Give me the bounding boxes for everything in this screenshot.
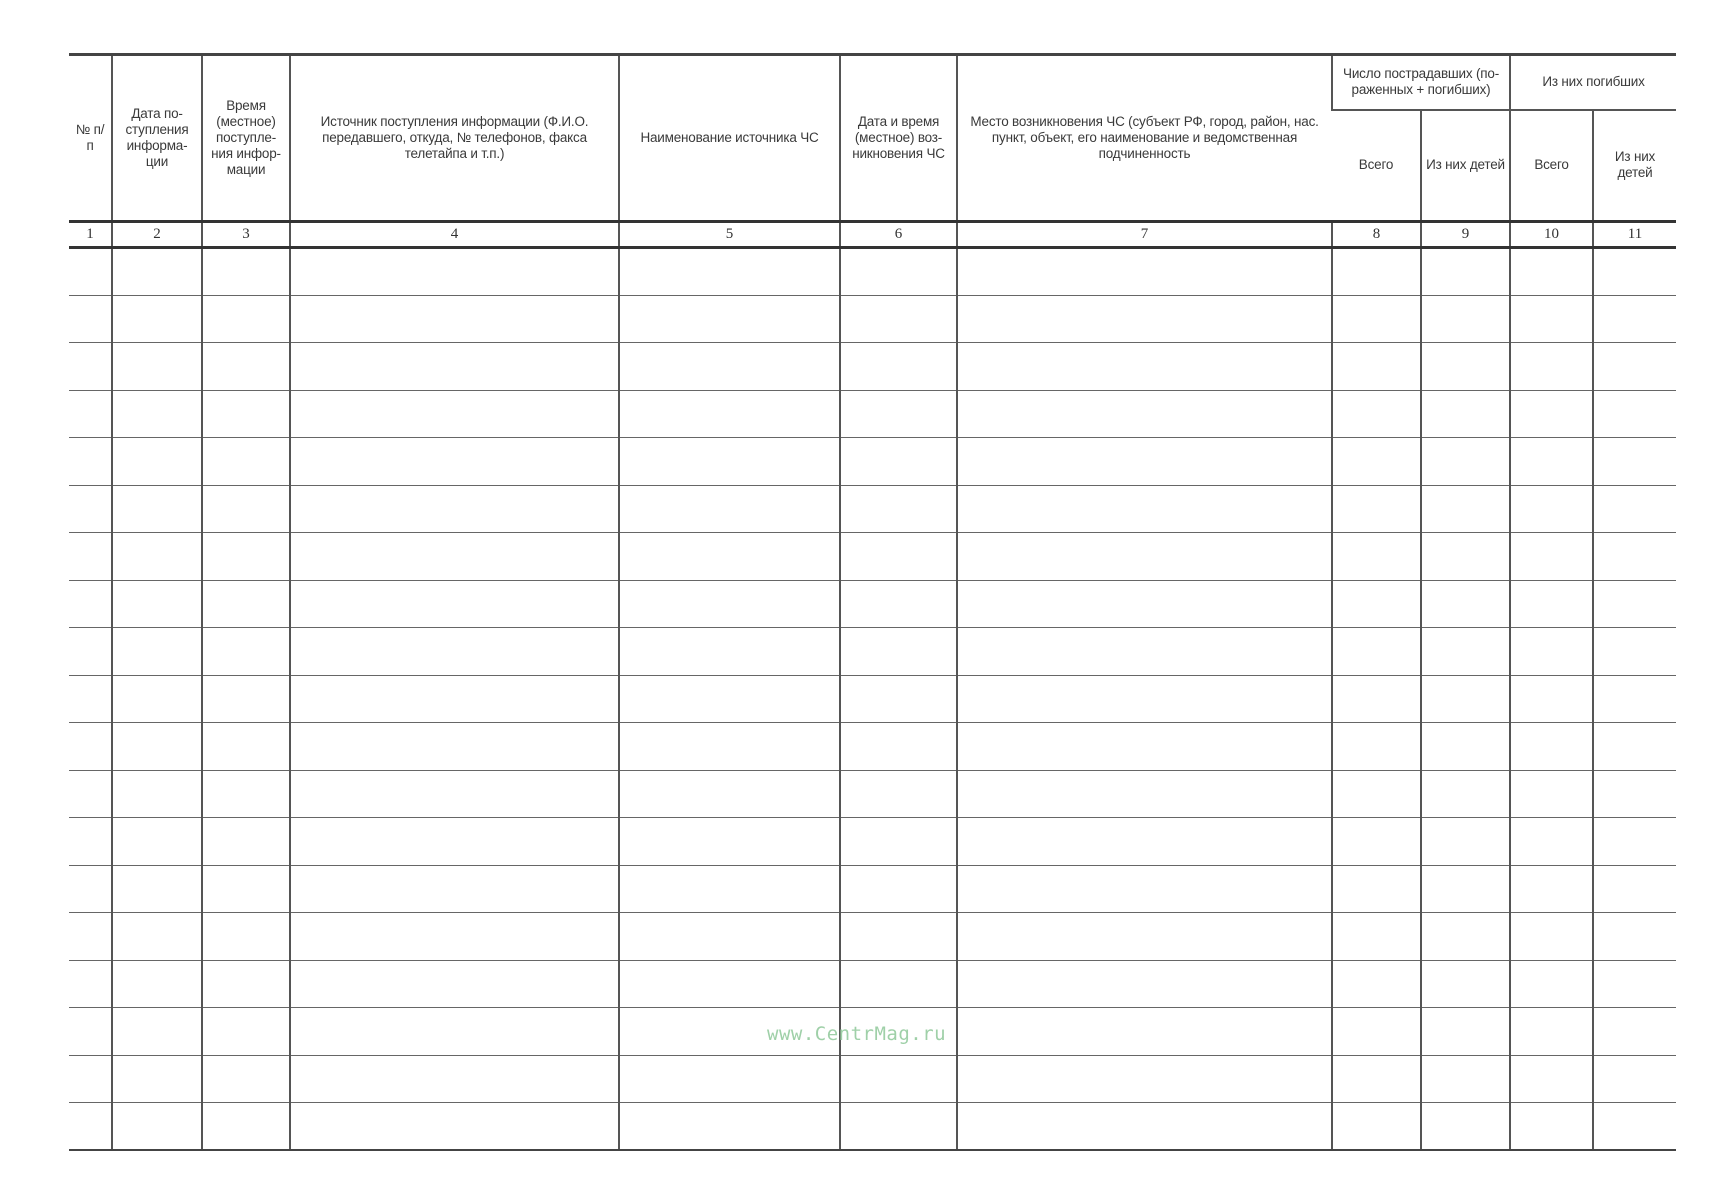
table-cell[interactable] <box>1421 533 1510 581</box>
table-cell[interactable] <box>957 248 1332 296</box>
table-cell[interactable] <box>112 960 202 1008</box>
table-cell[interactable] <box>1510 675 1593 723</box>
table-cell[interactable] <box>840 1055 957 1103</box>
header-receipt-time: Время (местное) поступле-ния инфор-мации <box>202 55 290 222</box>
header-group-dead: Из них погибших <box>1510 55 1676 110</box>
table-cell[interactable] <box>840 248 957 296</box>
table-cell[interactable] <box>1593 343 1676 391</box>
table-cell[interactable] <box>957 533 1332 581</box>
header-emergency-datetime: Дата и время (местное) воз-никновения ЧС <box>840 55 957 222</box>
table-cell[interactable] <box>619 248 840 296</box>
table-cell[interactable] <box>202 818 290 866</box>
table-cell[interactable] <box>290 960 619 1008</box>
table-cell[interactable] <box>1593 248 1676 296</box>
table-cell[interactable] <box>1332 865 1421 913</box>
table-cell[interactable] <box>957 913 1332 961</box>
header-row-number: № п/п <box>69 55 112 222</box>
table-cell[interactable] <box>1421 913 1510 961</box>
table-cell[interactable] <box>290 485 619 533</box>
table-cell[interactable] <box>1593 818 1676 866</box>
table-cell[interactable] <box>957 960 1332 1008</box>
table-cell[interactable] <box>957 390 1332 438</box>
column-number: 3 <box>202 222 290 248</box>
table-cell[interactable] <box>957 580 1332 628</box>
table-cell[interactable] <box>290 628 619 676</box>
header-emergency-source-name: Наименование источника ЧС <box>619 55 840 222</box>
table-cell[interactable] <box>1510 770 1593 818</box>
table-cell[interactable] <box>290 818 619 866</box>
column-number: 6 <box>840 222 957 248</box>
table-cell[interactable] <box>1421 485 1510 533</box>
table-cell[interactable] <box>69 390 112 438</box>
table-cell[interactable] <box>202 675 290 723</box>
column-number: 2 <box>112 222 202 248</box>
table-cell[interactable] <box>957 485 1332 533</box>
column-number: 11 <box>1593 222 1676 248</box>
table-cell[interactable] <box>1593 675 1676 723</box>
table-cell[interactable] <box>112 295 202 343</box>
table-cell[interactable] <box>840 295 957 343</box>
table-cell[interactable] <box>1510 913 1593 961</box>
header-victims-total: Всего <box>1358 157 1394 173</box>
table-row <box>69 343 1676 391</box>
table-cell[interactable] <box>112 438 202 486</box>
table-row <box>69 628 1676 676</box>
table-cell[interactable] <box>202 580 290 628</box>
table-cell[interactable] <box>69 248 112 296</box>
table-cell[interactable] <box>1510 343 1593 391</box>
table-cell[interactable] <box>1593 295 1676 343</box>
table-cell[interactable] <box>619 1103 840 1151</box>
table-cell[interactable] <box>840 1103 957 1151</box>
table-cell[interactable] <box>1510 390 1593 438</box>
table-cell[interactable] <box>69 770 112 818</box>
table-cell[interactable] <box>1593 533 1676 581</box>
table-cell[interactable] <box>202 485 290 533</box>
table-cell[interactable] <box>290 1103 619 1151</box>
table-cell[interactable] <box>619 675 840 723</box>
table-row <box>69 485 1676 533</box>
table-cell[interactable] <box>957 1103 1332 1151</box>
table-cell[interactable] <box>290 343 619 391</box>
table-cell[interactable] <box>69 628 112 676</box>
table-cell[interactable] <box>202 295 290 343</box>
table-cell[interactable] <box>1332 485 1421 533</box>
table-cell[interactable] <box>1510 1008 1593 1056</box>
table-cell[interactable] <box>1332 580 1421 628</box>
table-cell[interactable] <box>840 438 957 486</box>
table-cell[interactable] <box>69 818 112 866</box>
table-cell[interactable] <box>290 438 619 486</box>
table-cell[interactable] <box>290 770 619 818</box>
table-cell[interactable] <box>840 343 957 391</box>
table-cell[interactable] <box>619 770 840 818</box>
table-cell[interactable] <box>69 343 112 391</box>
table-row <box>69 295 1676 343</box>
table-cell[interactable] <box>840 675 957 723</box>
table-cell[interactable] <box>69 1055 112 1103</box>
table-cell[interactable] <box>1510 960 1593 1008</box>
table-row <box>69 1103 1676 1151</box>
table-row <box>69 1055 1676 1103</box>
table-cell[interactable] <box>1332 343 1421 391</box>
table-cell[interactable] <box>957 295 1332 343</box>
table-cell[interactable] <box>1332 628 1421 676</box>
table-cell[interactable] <box>202 723 290 771</box>
table-cell[interactable] <box>619 580 840 628</box>
column-number: 7 <box>957 222 1332 248</box>
table-cell[interactable] <box>1593 770 1676 818</box>
table-cell[interactable] <box>202 438 290 486</box>
table-cell[interactable] <box>202 248 290 296</box>
column-number: 9 <box>1421 222 1510 248</box>
column-number: 10 <box>1510 222 1593 248</box>
table-cell[interactable] <box>1510 295 1593 343</box>
table-row <box>69 865 1676 913</box>
table-cell[interactable] <box>1593 960 1676 1008</box>
table-cell[interactable] <box>1421 390 1510 438</box>
table-cell[interactable] <box>957 1008 1332 1056</box>
table-cell[interactable] <box>1510 1055 1593 1103</box>
table-cell[interactable] <box>840 723 957 771</box>
column-number: 5 <box>619 222 840 248</box>
table-cell[interactable] <box>1332 723 1421 771</box>
table-cell[interactable] <box>1510 628 1593 676</box>
table-cell[interactable] <box>1332 960 1421 1008</box>
table-cell[interactable] <box>69 580 112 628</box>
table-cell[interactable] <box>1421 438 1510 486</box>
table-cell[interactable] <box>619 295 840 343</box>
table-cell[interactable] <box>202 1055 290 1103</box>
table-cell[interactable] <box>290 1008 619 1056</box>
table-cell[interactable] <box>1332 390 1421 438</box>
table-cell[interactable] <box>202 390 290 438</box>
watermark: www.CentrMag.ru <box>767 1023 947 1045</box>
table-cell[interactable] <box>957 818 1332 866</box>
table-cell[interactable] <box>112 723 202 771</box>
column-number: 4 <box>290 222 619 248</box>
table-row <box>69 248 1676 296</box>
header-group-victims: Число пострадавших (по-раженных + погибших) <box>1332 55 1510 110</box>
header-emergency-location: Место возникновения ЧС (субъект РФ, город, район, нас. пункт, объект, его наименование и ведомственная подчиненность <box>957 55 1332 222</box>
table-header <box>69 55 1676 248</box>
table-cell[interactable] <box>112 533 202 581</box>
table-cell[interactable] <box>957 1055 1332 1103</box>
table-cell[interactable] <box>1593 723 1676 771</box>
table-cell[interactable] <box>840 960 957 1008</box>
table-cell[interactable] <box>1421 580 1510 628</box>
table-cell[interactable] <box>1593 865 1676 913</box>
table-cell[interactable] <box>957 770 1332 818</box>
table-cell[interactable] <box>1421 818 1510 866</box>
table-cell[interactable] <box>957 343 1332 391</box>
table-cell[interactable] <box>112 770 202 818</box>
table-cell[interactable] <box>1421 960 1510 1008</box>
table-cell[interactable] <box>840 913 957 961</box>
table-cell[interactable] <box>1332 1008 1421 1056</box>
table-cell[interactable] <box>619 865 840 913</box>
table-cell[interactable] <box>1332 1055 1421 1103</box>
table-row <box>69 723 1676 771</box>
table-cell[interactable] <box>1421 1008 1510 1056</box>
table-cell[interactable] <box>1421 723 1510 771</box>
table-cell[interactable] <box>1332 533 1421 581</box>
header-info-source: Источник поступления информации (Ф.И.О. передавшего, откуда, № телефонов, факса телетайпа и т.п.) <box>290 55 619 222</box>
table-cell[interactable] <box>1332 295 1421 343</box>
table-cell[interactable] <box>290 580 619 628</box>
table-cell[interactable] <box>290 723 619 771</box>
table-cell[interactable] <box>290 533 619 581</box>
table-cell[interactable] <box>957 723 1332 771</box>
table-cell[interactable] <box>1421 675 1510 723</box>
table-cell[interactable] <box>619 818 840 866</box>
table-cell[interactable] <box>202 628 290 676</box>
table-cell[interactable] <box>1421 248 1510 296</box>
table-cell[interactable] <box>112 485 202 533</box>
table-cell[interactable] <box>69 1008 112 1056</box>
table-cell[interactable] <box>1421 628 1510 676</box>
table-cell[interactable] <box>1510 1103 1593 1151</box>
table-cell[interactable] <box>1332 248 1421 296</box>
table-cell[interactable] <box>1510 818 1593 866</box>
table-cell[interactable] <box>619 723 840 771</box>
table-row <box>69 390 1676 438</box>
table-row <box>69 438 1676 486</box>
table-cell[interactable] <box>840 390 957 438</box>
table-cell[interactable] <box>290 865 619 913</box>
table-cell[interactable] <box>619 1055 840 1103</box>
table-cell[interactable] <box>619 485 840 533</box>
table-cell[interactable] <box>202 960 290 1008</box>
table-cell[interactable] <box>1421 343 1510 391</box>
table-cell[interactable] <box>619 438 840 486</box>
table-cell[interactable] <box>957 865 1332 913</box>
table-cell[interactable] <box>1593 913 1676 961</box>
table-cell[interactable] <box>1510 723 1593 771</box>
table-cell[interactable] <box>290 913 619 961</box>
table-cell[interactable] <box>957 438 1332 486</box>
table-cell[interactable] <box>1510 865 1593 913</box>
header-receipt-date: Дата по-ступления информа-ции <box>112 55 202 222</box>
table-cell[interactable] <box>619 960 840 1008</box>
table-cell[interactable] <box>619 628 840 676</box>
table-cell[interactable] <box>202 1103 290 1151</box>
header-dead-total: Всего <box>1510 110 1593 222</box>
table-cell[interactable] <box>112 343 202 391</box>
table-cell[interactable] <box>112 248 202 296</box>
table-cell[interactable] <box>957 628 1332 676</box>
table-cell[interactable] <box>69 723 112 771</box>
header-dead-children: Из них детей <box>1593 110 1676 222</box>
table-cell[interactable] <box>112 1008 202 1056</box>
table-row <box>69 770 1676 818</box>
table-cell[interactable] <box>69 485 112 533</box>
table-cell[interactable] <box>1593 1103 1676 1151</box>
incident-log-table <box>69 53 1676 1151</box>
table-cell[interactable] <box>1593 438 1676 486</box>
table-cell[interactable] <box>840 770 957 818</box>
table-cell[interactable] <box>69 533 112 581</box>
table-cell[interactable] <box>69 675 112 723</box>
table-cell[interactable] <box>1510 533 1593 581</box>
table-row <box>69 533 1676 581</box>
table-cell[interactable] <box>290 390 619 438</box>
table-cell[interactable] <box>202 343 290 391</box>
table-cell[interactable] <box>1593 628 1676 676</box>
table-cell[interactable] <box>1510 580 1593 628</box>
table-cell[interactable] <box>1421 1055 1510 1103</box>
table-cell[interactable] <box>1510 485 1593 533</box>
table-cell[interactable] <box>619 343 840 391</box>
table-cell[interactable] <box>1510 438 1593 486</box>
table-body <box>69 248 1676 1151</box>
table-cell[interactable] <box>1421 295 1510 343</box>
table-cell[interactable] <box>1332 438 1421 486</box>
table-row <box>69 960 1676 1008</box>
table-cell[interactable] <box>112 1103 202 1151</box>
table-cell[interactable] <box>202 913 290 961</box>
table-cell[interactable] <box>840 818 957 866</box>
table-cell[interactable] <box>1510 248 1593 296</box>
table-cell[interactable] <box>840 580 957 628</box>
table-row <box>69 580 1676 628</box>
table-cell[interactable] <box>69 295 112 343</box>
table-cell[interactable] <box>112 865 202 913</box>
table-cell[interactable] <box>290 295 619 343</box>
table-cell[interactable] <box>619 913 840 961</box>
table-cell[interactable] <box>69 960 112 1008</box>
table-cell[interactable] <box>619 390 840 438</box>
table-cell[interactable] <box>840 865 957 913</box>
table-cell[interactable] <box>112 913 202 961</box>
table-cell[interactable] <box>1332 675 1421 723</box>
table-cell[interactable] <box>69 1103 112 1151</box>
table-cell[interactable] <box>202 1008 290 1056</box>
table-cell[interactable] <box>1593 1008 1676 1056</box>
table-cell[interactable] <box>290 248 619 296</box>
column-number: 8 <box>1332 222 1421 248</box>
table-cell[interactable] <box>619 533 840 581</box>
table-cell[interactable] <box>112 628 202 676</box>
table-cell[interactable] <box>112 580 202 628</box>
table-cell[interactable] <box>1421 865 1510 913</box>
table-cell[interactable] <box>1593 1055 1676 1103</box>
table-cell[interactable] <box>1421 1103 1510 1151</box>
table-cell[interactable] <box>840 628 957 676</box>
table-cell[interactable] <box>1593 390 1676 438</box>
table-cell[interactable] <box>112 1055 202 1103</box>
table-cell[interactable] <box>112 818 202 866</box>
table-row <box>69 913 1676 961</box>
table-cell[interactable] <box>290 1055 619 1103</box>
table-cell[interactable] <box>1332 913 1421 961</box>
table-cell[interactable] <box>1332 1103 1421 1151</box>
table-cell[interactable] <box>69 913 112 961</box>
table-cell[interactable] <box>202 770 290 818</box>
table-cell[interactable] <box>1332 818 1421 866</box>
table-cell[interactable] <box>202 533 290 581</box>
table-cell[interactable] <box>1421 770 1510 818</box>
table-row <box>69 818 1676 866</box>
table-cell[interactable] <box>290 675 619 723</box>
table-cell[interactable] <box>840 485 957 533</box>
table-cell[interactable] <box>69 865 112 913</box>
table-cell[interactable] <box>1593 485 1676 533</box>
column-number: 1 <box>69 222 112 248</box>
table-cell[interactable] <box>202 865 290 913</box>
table-cell[interactable] <box>1593 580 1676 628</box>
table-cell[interactable] <box>957 675 1332 723</box>
table-cell[interactable] <box>1332 770 1421 818</box>
table-cell[interactable] <box>69 438 112 486</box>
table-cell[interactable] <box>112 390 202 438</box>
header-victims-children: Из них детей <box>1421 110 1510 222</box>
table-row <box>69 675 1676 723</box>
table-cell[interactable] <box>840 533 957 581</box>
column-numbers-row <box>69 222 1676 248</box>
table-cell[interactable] <box>112 675 202 723</box>
